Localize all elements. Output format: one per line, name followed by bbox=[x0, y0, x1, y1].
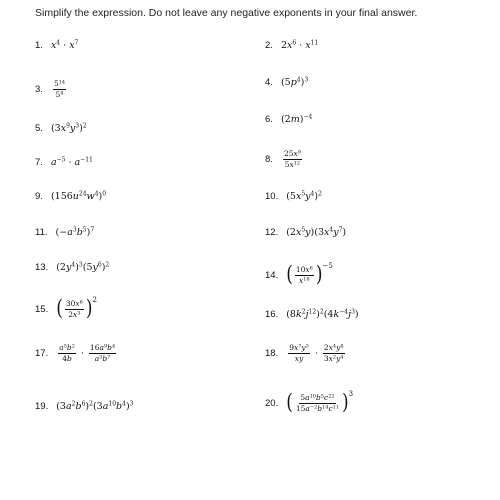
problem-11 bbox=[35, 228, 94, 238]
problem-expression: $(-a^3b^5)^7$ bbox=[55, 226, 95, 238]
worksheet-instructions: Simplify the expression. Do not leave any negative exponents in your final answer. bbox=[35, 7, 418, 19]
problem-expression: ( $\frac{30x^6}{2x^3}$ ) 2 bbox=[56, 296, 97, 322]
problem-number: 3. bbox=[35, 83, 43, 95]
problem-number: 4. bbox=[265, 77, 273, 88]
problem-expression: $(3a^2b^6)^2(3a^{10}b^4)^3$ bbox=[56, 400, 134, 412]
problem-expression: $2x^6 \cdot x^{11}$ bbox=[280, 39, 319, 51]
problem-expression: $\frac{25x^9}{5x^{12}}$ bbox=[283, 149, 301, 169]
problem-3 bbox=[35, 80, 68, 99]
problem-expression: $\frac{5^{14}}{5^8}$ bbox=[53, 79, 66, 99]
problem-expression: $(8k^2j^{12})^2(4k^{-4}j^3)$ bbox=[286, 308, 359, 320]
problem-12 bbox=[265, 228, 346, 238]
problem-4 bbox=[265, 78, 308, 88]
problem-expression: $(5p^4)^3$ bbox=[280, 76, 309, 88]
problem-17 bbox=[35, 344, 118, 363]
problem-number: 8. bbox=[265, 153, 273, 165]
problem-number: 7. bbox=[35, 157, 43, 168]
problem-15 bbox=[35, 296, 97, 322]
problem-expression: ( $\frac{10x^6}{x^{18}}$ ) −5 bbox=[286, 262, 333, 288]
problem-7 bbox=[35, 158, 93, 168]
problem-expression: $(156u^{24}w^4)^0$ bbox=[50, 190, 107, 202]
problem-expression: $(3x^9y^3)^2$ bbox=[50, 122, 87, 134]
problem-number: 9. bbox=[35, 191, 43, 202]
problem-expression: $(2x^5y)(3x^4y^7)$ bbox=[286, 226, 347, 238]
problem-19 bbox=[35, 402, 134, 412]
problem-number: 1. bbox=[35, 40, 43, 51]
problem-6 bbox=[265, 115, 312, 125]
problem-10 bbox=[265, 192, 322, 202]
problem-expression: $a^{-5} \cdot a^{-11}$ bbox=[50, 156, 93, 168]
problem-expression: $\frac{a^5b^2}{4b}$ · $\frac{16a^9b^4}{a^3b^7}$ bbox=[59, 343, 116, 363]
problem-number: 13. bbox=[35, 262, 49, 273]
problem-number: 6. bbox=[265, 114, 273, 125]
problem-number: 14. bbox=[265, 269, 279, 281]
problem-14 bbox=[265, 262, 333, 288]
problem-8 bbox=[265, 150, 304, 169]
problem-expression: $\frac{9x^7y^3}{xy}$ · $\frac{2x^4y^8}{3x^2y^4}$ bbox=[289, 343, 344, 363]
problem-number: 10. bbox=[265, 191, 279, 202]
problem-expression: ( $\frac{5a^{10}b^5c^{22}}{15a^{-2}b^{14}c^{11}}$ ) 3 bbox=[286, 390, 354, 416]
problem-number: 12. bbox=[265, 227, 279, 238]
problem-number: 15. bbox=[35, 303, 49, 315]
problem-1 bbox=[35, 41, 78, 51]
problem-expression: $x^4 \cdot x^7$ bbox=[50, 39, 79, 51]
problem-number: 5. bbox=[35, 123, 43, 134]
problem-number: 19. bbox=[35, 401, 49, 412]
problem-18 bbox=[265, 344, 347, 363]
problem-13 bbox=[35, 263, 109, 273]
problem-expression: $(5x^5y^4)^2$ bbox=[286, 190, 322, 202]
problem-number: 16. bbox=[265, 309, 279, 320]
problem-number: 2. bbox=[265, 40, 273, 51]
problem-9 bbox=[35, 192, 106, 202]
problem-number: 11. bbox=[35, 227, 48, 238]
problem-5 bbox=[35, 124, 87, 134]
problem-16 bbox=[265, 310, 359, 320]
problem-expression: $(2y^4)^3(5y^6)^2$ bbox=[56, 261, 110, 273]
problem-expression: $(2m)^{-4}$ bbox=[280, 113, 313, 125]
problem-number: 20. bbox=[265, 397, 279, 409]
problem-number: 18. bbox=[265, 347, 279, 359]
problem-20 bbox=[265, 390, 354, 416]
problem-number: 17. bbox=[35, 347, 49, 359]
problem-2 bbox=[265, 41, 318, 51]
